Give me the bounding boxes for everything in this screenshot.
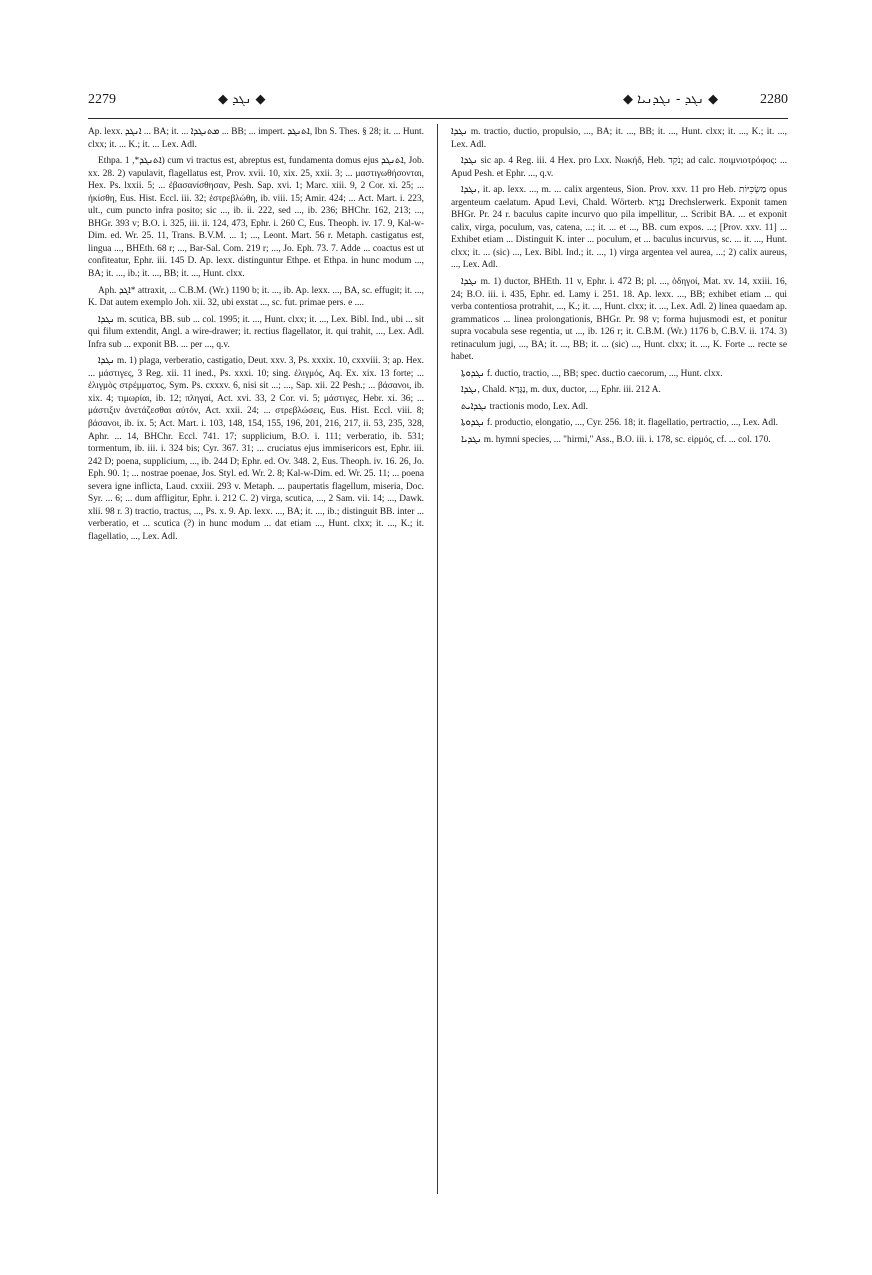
dictionary-entry: Ethpa. ܐܬܢܓܕ*, 1) cum vi tractus est, abreptus est, fundamenta domus ejus ܐܬܢܓܕ, Job. xx. 28. 2) vapulavit, flagellatus est, Prov. xvii. 10, xix. 25, xxii. 3; ... μαστιγωθήσονται, Hex. Ps. lxxii. 5; ... ἐβασανίσθησαν, Pesh. Sap. xvi. 1; Marc. xiii. 9, 2 Cor. xi. 25; ... ἠκίσθη, Eus. Hist. Eccl. iii. 32; ἐστρεβλώθη, ib. viii. 15; Amir. 424; ... Act. Mart. i. 223, ult., cum puncto infra posito; sic ..., ib. ii. 222, sed ..., ib. 236; BHChr. 162, 213; ..., BHGr. 393 v; B.O. i. 325, iii. ii. 124, 473, Ephr. i. 260 C, Eus. Theoph. iv. 17. 9, Kal-w-Dim. ed. Wr. 25. 11, Trans. B.V.M. ... 1; ..., Leont. Mart. 56 r. Metaph. castigatus est, lingua ..., BHEth. 68 r; ..., Bar-Sal. Com. 219 r; ..., Jo. Eph. 73. 7. Adde ... coactus est ut confiteatur, Ephr. iii. 145 D. Ap. lexx. distinguntur Ethpe. et Ethpa. in hunc modum ..., BA; it. ..., ib.; it. ..., BB; it. ..., Hunt. clxx. [88,156,424,280]
left-page-number: 2279 [88,92,116,107]
right-page-number: 2280 [760,92,788,107]
right-running-head: ◆ ܢܓܕ - ܢܓܕܢܝܐ ◆ [623,92,719,107]
dictionary-entry: ܢܓܕܐ m. scutica, BB. sub ... col. 1995; it. ..., Hunt. clxx; it. ..., Lex. Bibl. Ind., ubi ... sit qui filum extendit, Angl. a wire-drawer; it. rectius flagellator, it. qui trahit, ..., Lex. Adl. Infra sub ... exponit BB. ... per ..., q.v. [88,314,424,350]
dictionary-entry: ܢܓܕܐ sic ap. 4 Reg. iii. 4 Hex. pro Lxx. Νωκήδ, Heb. נֹקֵד; ad calc. ποιμνιοτρόφος: ... Apud Pesh. et Ephr. ..., q.v. [451,156,787,179]
left-running-head: ◆ ܢܓܕ ◆ [218,92,266,107]
page-header [88,92,788,116]
left-column [88,126,424,1194]
dictionary-entry: Aph. ܐܓܕ* attraxit, ... C.B.M. (Wr.) 1190 b; it. ..., ib. Ap. lexx. ..., BA, sc. effugit; it. ..., K. Dat autem exemplo Joh. xii. 32, ubi exstat ..., sc. fut. primae pers. e .... [88,285,424,309]
dictionary-entry: ܢܓܕܐ m. 1) ductor, BHEth. 11 v, Ephr. i. 472 B; pl. ..., ὁδηγοί, Mat. xv. 14, xxiii. 16, 24; B.O. iii. i. 435, Ephr. ed. Lamy i. 251. 18. Ap. lexx. ..., BB; exhibet etiam ... qui verba contentiosa protrahit, ..., K.; it. ..., Hunt. clxx; it. ..., Lex. Adl. 2) linea quaedam ap. grammaticos ... linea prolongationis, BHGr. Pr. 98 v; forma hujusmodi est, et ponitur supra vocabula sese regentia, ut ..., ib. 126 r; it. C.B.M. (Wr.) 1176 b, C.B.V. ii. 174. 3) retinaculum jugi, ..., BA; it. ..., BB; it. ... (sic) ..., Hunt. clxx; it. ..., K. Forte ... recte se habet. [451,277,787,363]
dictionary-entry: ܢܓܕܘܬܐ f. productio, elongatio, ..., Cyr. 256. 18; it. flagellatio, pertractio, ..., Lex. Adl. [461,418,779,429]
dictionary-entry: Ap. lexx. ܐܢܓܕ ... BA; it. ... ܡܬܢܓܕܐ ... BB; ... impert. ܐܬܢܓܕ, Ibn S. Thes. § 28; it. ... Hunt. clxx; it. ... K.; it. ... Lex. Adl. [88,127,424,150]
dictionary-entry: ܢܓܕܐܝܬ tractionis modo, Lex. Adl. [461,401,588,412]
right-column [451,126,787,1194]
dictionary-entry: ܢܓܕܐ m. tractio, ductio, propulsio, ..., BA; it. ..., BB; it. ..., Hunt. clxx; it. ..., K.; it. ..., Lex. Adl. [451,127,787,150]
column-divider [437,124,438,1194]
header-rule [88,118,788,119]
dictionary-entry: ܢܓܕܐ, Chald. נַגָּדָא, m. dux, ductor, ..., Ephr. iii. 212 A. [461,385,661,396]
dictionary-entry: ܢܓܕܝܐ m. hymni species, ... "hirmi," Ass., B.O. iii. i. 178, sc. εἱρμός, cf. ... col. 170. [461,435,771,446]
dictionary-entry: ܢܓܕܐ, it. ap. lexx. ..., m. ... calix argenteus, Sion. Prov. xxv. 11 pro Heb. מַשְׂכִּיּוֹת opus argenteum caelatum. Apud Levi, Chald. Wörterb. נַגָּרָא Drechslerwerk. Exponit tamen BHGr. Pr. 24 r. baculus capite incurvo quo pila impellitur, ... Scribit BA. ... et exponit calix, virga, poculum, vas, catena, ...; it. ... et ..., BB. cum expos. ...; [Prov. xxv. 11] ... Exhibet etiam ... Distinguit K. inter ... poculum, et ... baculus incurvus, sc. ... it. ..., Hunt. clxx; it. ... (sic) ..., Lex. Bibl. Ind.; it. ..., 1) virga argentea vel aurea, ...; 2) calix aureus, ..., Lex. Adl. [451,185,787,271]
dictionary-entry: ܢܓܕܘܬܐ f. ductio, tractio, ..., BB; spec. ductio caecorum, ..., Hunt. clxx. [461,368,723,379]
dictionary-entry: ܢܓܕܐ m. 1) plaga, verberatio, castigatio, Deut. xxv. 3, Ps. xxxix. 10, cxxviii. 3; ap. Hex. ... μάστιγες, 3 Reg. xii. 11 ined., Ps. xxxi. 10; sing. ἐλιγμός, Aq. Ex. xix. 13 forte; ... ἐλιγμὸς στρέμματος, Sym. Ps. cxxxv. 6, nisi sit ...; ..., Sap. xii. 22 Pesh.; ... βάσανοι, ib. xix. 4; τιμωρίαι, ib. 12; πληγαί, Act. xvi. 33, 2 Cor. vi. 5; μάστιγες, Hebr. xi. 36; ... μάστιξιν ἀνετάζεσθαι αὐτόν, Act. xxii. 24; ... στρεβλώσεις, Eus. Hist. Eccl. viii. 8; βάσανοι, ib. ix. 5; Act. Mart. i. 103, 148, 154, 155, 196, 201, 216, 217, ii. 53, 235, 328, Aphr. ... 14, BHChr. Eccl. 741. 17; supplicium, B.O. i. 111; verberatio, ib. 531; tormentum, ib. iii. i. 324 bis; Cyr. 367. 31; ... cruciatus ejus immisericors est, Ephr. iii. 242 D; poena, supplicium, ..., ib. 244 D; Ephr. ed. Ov. 348. 2, Eus. Theoph. iv. 16. 26, Jo. Eph. 90. 1; ... nostrae poenae, Jos. Styl. ed. Wr. 2. 8; Kal-w-Dim. ed. Wr. 25. 11; ... poena severa igne inflicta, Laud. cxxiii. 293 v. Metaph. ... paupertatis flagellum, miseria, Doc. Syr. ... 6; ... dum affligitur, Ephr. i. 212 C. 2) virga, scutica, ..., 2 Sam. vii. 14; ..., Dawk. xlii. 98 r. 3) tractio, tractus, ..., Ps. x. 9. Ap. lexx. ..., BA; it. ..., ib.; distinguit BB. inter ... verberatio, et ... scutica (?) in hunc modum ... dat etiam ..., Hunt. clxx; it. ..., K.; it. flagellatio, ..., Lex. Adl. [88,356,424,542]
